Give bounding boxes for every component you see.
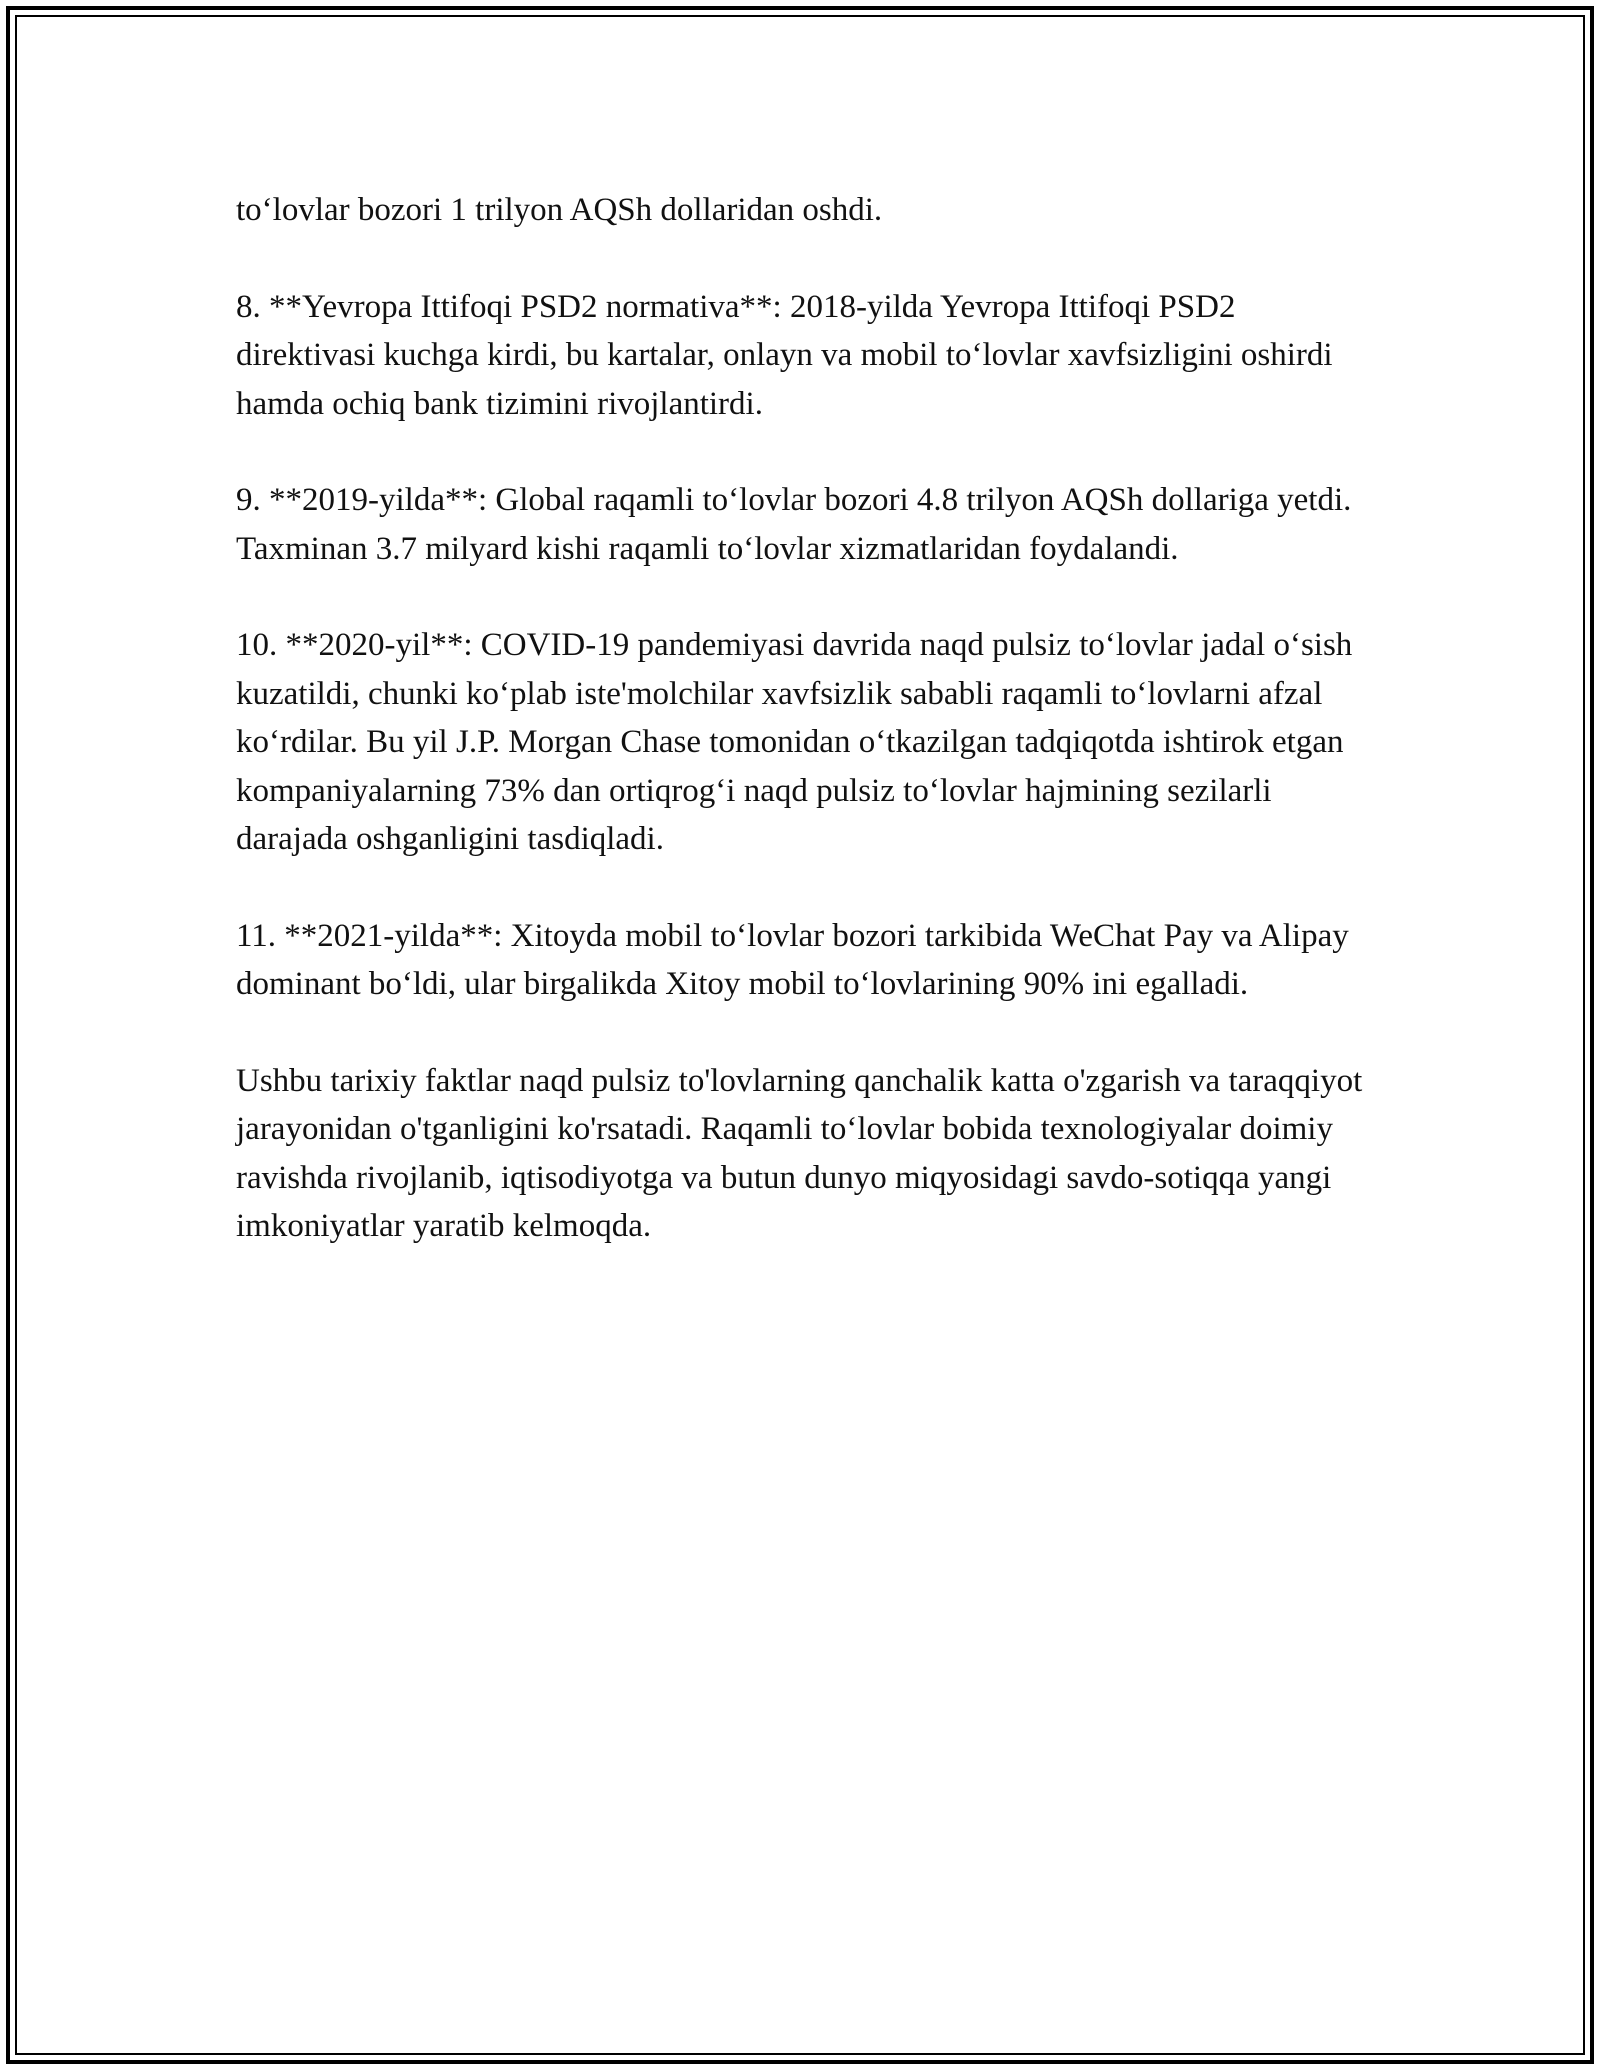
- paragraph-conclusion: Ushbu tarixiy faktlar naqd pulsiz to'lovlarning qanchalik katta o'zgarish va taraqqiyot jarayonidan o'tganligini ko'rsatadi. Raqamli to‘lovlar bobida texnologiyalar doimiy ravishda rivojlanib, iqtisodiyotga va butun dunyo miqyosidagi savdo-sotiqqa yangi imkoniyatlar yaratib kelmoqda.: [236, 1062, 1363, 1244]
- paragraph-item-9: 9. **2019-yilda**: Global raqamli to‘lovlar bozori 4.8 trilyon AQSh dollariga yetdi. Taxminan 3.7 milyard kishi raqamli to‘lovlar xizmatlaridan foydalandi.: [236, 482, 1352, 567]
- paragraph-item-11: 11. **2021-yilda**: Xitoyda mobil to‘lovlar bozori tarkibida WeChat Pay va Alipay dominant bo‘ldi, ular birgalikda Xitoy mobil to‘lovlarining 90% ini egalladi.: [236, 917, 1349, 1002]
- document-body: [236, 186, 1366, 1299]
- paragraph-item-10: 10. **2020-yil**: COVID-19 pandemiyasi davrida naqd pulsiz to‘lovlar jadal o‘sish kuzatildi, chunki ko‘plab iste'molchilar xavfsizlik sababli raqamli to‘lovlarni afzal ko‘rdilar. Bu yil J.P. Morgan Chase tomonidan o‘tkazilgan tadqiqotda ishtirok etgan kompaniyalarning 73% dan ortiqrog‘i naqd pulsiz to‘lovlar hajmining sezilarli darajada oshganligini tasdiqladi.: [236, 627, 1353, 857]
- paragraph-continuation: to‘lovlar bozori 1 trilyon AQSh dollaridan oshdi.: [236, 192, 883, 228]
- paragraph-item-8: 8. **Yevropa Ittifoqi PSD2 normativa**: 2018-yilda Yevropa Ittifoqi PSD2 direktivasi kuchga kirdi, bu kartalar, onlayn va mobil to‘lovlar xavfsizligini oshirdi hamda ochiq bank tizimini rivojlantirdi.: [236, 288, 1333, 422]
